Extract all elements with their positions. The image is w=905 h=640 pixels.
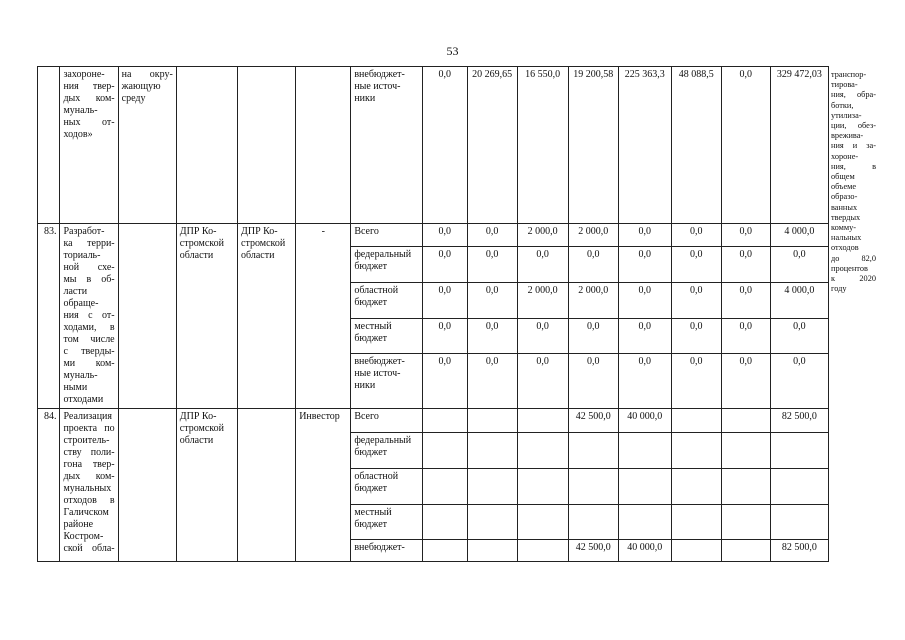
value-cell: 0,0 xyxy=(721,283,770,319)
value-cell: 40 000,0 xyxy=(618,409,671,433)
value-cell xyxy=(422,469,467,505)
value-cell: 0,0 xyxy=(721,247,770,283)
funding-source-cell-line: бюджет xyxy=(354,483,388,494)
value-cell: 0,0 xyxy=(671,283,721,319)
customer-cell-line: ДПР Ко- xyxy=(241,226,278,237)
funding-source-cell xyxy=(351,319,422,354)
funding-source-cell-line: бюджет xyxy=(354,261,388,272)
executor-cell-line: среду xyxy=(121,93,146,104)
side-note-line: общем xyxy=(831,172,855,182)
funding-source-cell-line: местный xyxy=(354,507,392,518)
value-cell xyxy=(618,469,671,505)
value-cell xyxy=(422,409,467,433)
measure-name-cell-line: Реализация xyxy=(63,411,113,422)
side-note-line: к 2020 xyxy=(831,274,876,284)
funding-source-cell-line: областной xyxy=(354,285,399,296)
value-cell: 0,0 xyxy=(422,247,467,283)
measure-name-cell-line: том числе xyxy=(63,334,115,345)
value-cell: 0,0 xyxy=(721,354,770,409)
executor-cell-line: стромской xyxy=(179,238,225,249)
value-cell xyxy=(467,540,517,562)
funding-source-cell xyxy=(351,409,422,433)
value-cell xyxy=(671,433,721,469)
empty-cell xyxy=(176,67,237,224)
value-cell: 0,0 xyxy=(422,354,467,409)
measure-name-cell-line: проекта по xyxy=(63,423,115,434)
value-cell: 16 550,0 xyxy=(517,67,568,224)
row-number-cell xyxy=(38,67,60,224)
funding-source-cell xyxy=(351,283,422,319)
value-cell: 0,0 xyxy=(422,67,467,224)
executor-cell-line: ДПР Ко- xyxy=(179,226,217,237)
funding-source-cell-line: областной xyxy=(354,471,399,482)
funding-source-cell-line: бюджет xyxy=(354,447,388,458)
value-cell: 0,0 xyxy=(618,283,671,319)
funding-source-cell xyxy=(351,505,422,540)
value-cell: 0,0 xyxy=(467,283,517,319)
funding-source-cell-line: внебюджет- xyxy=(354,542,405,553)
measure-name-cell-line: дых ком- xyxy=(63,471,115,482)
funding-source-cell-line: ники xyxy=(354,93,376,104)
measure-name-cell-line: ториаль- xyxy=(63,250,101,261)
measure-name-cell-line: мунальных xyxy=(63,483,112,494)
side-note-line: до 82,0 xyxy=(831,253,876,263)
funding-source-cell-line: внебюджет- xyxy=(354,69,405,80)
measure-name-cell-line: ми ком- xyxy=(63,358,115,369)
value-cell xyxy=(721,433,770,469)
value-cell: 0,0 xyxy=(517,319,568,354)
value-cell: 0,0 xyxy=(467,247,517,283)
measure-name-cell-line: ка терри- xyxy=(63,238,115,249)
funding-type-cell: - xyxy=(296,224,351,409)
funding-source-cell-line: ные источ- xyxy=(354,81,401,92)
value-cell xyxy=(517,469,568,505)
side-note-line: ботки, xyxy=(831,100,854,110)
measure-name-cell-line: ходами, в xyxy=(63,322,115,333)
executor-cell-line: жающую xyxy=(121,81,161,92)
side-note-line: ции, обез- xyxy=(831,121,876,131)
value-cell: 0,0 xyxy=(422,319,467,354)
funding-source-cell-line: федеральный xyxy=(354,249,412,260)
value-cell: 0,0 xyxy=(671,247,721,283)
measure-name-cell-line: ской обла- xyxy=(63,543,115,554)
measure-name-cell-line: захороне- xyxy=(63,69,105,80)
measure-name-cell-line: ной схе- xyxy=(63,262,115,273)
measure-name-cell-line: ласти xyxy=(63,286,88,297)
value-cell xyxy=(467,409,517,433)
empty-cell xyxy=(296,67,351,224)
table-row xyxy=(38,409,829,433)
value-cell xyxy=(618,505,671,540)
funding-source-cell xyxy=(351,540,422,562)
measure-name-cell-line: Галичском xyxy=(63,507,109,518)
side-note-line: образо- xyxy=(831,192,858,202)
measure-name-cell-line: мы в об- xyxy=(63,274,115,285)
value-cell: 0,0 xyxy=(618,224,671,247)
executor-cell-line: области xyxy=(179,250,214,261)
value-cell: 0,0 xyxy=(467,319,517,354)
value-cell xyxy=(721,540,770,562)
empty-cell xyxy=(238,409,296,562)
executor-cell-line: на окру- xyxy=(121,69,173,80)
funding-source-cell-line: местный xyxy=(354,321,392,332)
value-cell: 0,0 xyxy=(517,354,568,409)
value-cell xyxy=(517,540,568,562)
funding-source-cell-line: бюджет xyxy=(354,519,388,530)
page-number: 53 xyxy=(446,44,459,58)
value-cell xyxy=(467,505,517,540)
measure-name-cell-line: ния твер- xyxy=(63,81,115,92)
table-body xyxy=(38,67,829,562)
measure-name-cell-line: ных от- xyxy=(63,117,115,128)
measure-name-cell xyxy=(60,409,118,562)
funding-source-cell xyxy=(351,67,422,224)
value-cell: 0,0 xyxy=(770,354,828,409)
side-note-line: отходов xyxy=(831,243,859,253)
value-cell: 0,0 xyxy=(618,247,671,283)
value-cell: 0,0 xyxy=(770,319,828,354)
value-cell xyxy=(517,433,568,469)
funding-source-cell-line: Всего xyxy=(354,411,379,422)
value-cell: 42 500,0 xyxy=(568,540,618,562)
value-cell: 42 500,0 xyxy=(568,409,618,433)
value-cell xyxy=(568,505,618,540)
side-note-line: ния, обра- xyxy=(831,90,876,100)
measure-name-cell-line: отходов в xyxy=(63,495,115,506)
measure-name-cell-line: ходов» xyxy=(63,129,93,140)
measure-name-cell-line: Разработ- xyxy=(63,226,105,237)
value-cell: 0,0 xyxy=(721,319,770,354)
value-cell: 40 000,0 xyxy=(618,540,671,562)
value-cell: 0,0 xyxy=(467,224,517,247)
value-cell xyxy=(517,505,568,540)
customer-cell-line: стромской xyxy=(241,238,286,249)
value-cell: 0,0 xyxy=(618,354,671,409)
measure-name-cell-line: отходами xyxy=(63,394,104,405)
value-cell: 0,0 xyxy=(671,319,721,354)
program-table xyxy=(37,66,829,562)
value-cell xyxy=(467,433,517,469)
value-cell xyxy=(568,469,618,505)
customer-cell xyxy=(238,224,296,409)
empty-cell xyxy=(118,409,176,562)
funding-source-cell xyxy=(351,354,422,409)
value-cell: 0,0 xyxy=(422,224,467,247)
value-cell xyxy=(618,433,671,469)
value-cell: 0,0 xyxy=(721,67,770,224)
executor-cell-line: ДПР Ко- xyxy=(179,411,217,422)
funding-source-cell-line: ники xyxy=(354,380,376,391)
value-cell xyxy=(770,433,828,469)
measure-name-cell-line: с тверды- xyxy=(63,346,115,357)
value-cell: 2 000,0 xyxy=(568,283,618,319)
value-cell: 0,0 xyxy=(517,247,568,283)
side-note-line: нальных xyxy=(831,233,862,243)
measure-name-cell-line: районе xyxy=(63,519,94,530)
value-cell xyxy=(422,505,467,540)
side-note xyxy=(831,70,876,294)
side-note-line: ния и за- xyxy=(831,141,876,151)
side-note-line: врежива- xyxy=(831,131,864,141)
value-cell: 82 500,0 xyxy=(770,540,828,562)
side-note-line: хороне- xyxy=(831,151,859,161)
value-cell: 225 363,3 xyxy=(618,67,671,224)
executor-cell-line: области xyxy=(179,435,214,446)
value-cell xyxy=(770,469,828,505)
value-cell xyxy=(671,409,721,433)
value-cell xyxy=(770,505,828,540)
value-cell: 0,0 xyxy=(671,354,721,409)
value-cell: 2 000,0 xyxy=(517,283,568,319)
funding-source-cell-line: внебюджет- xyxy=(354,356,405,367)
value-cell: 0,0 xyxy=(618,319,671,354)
row-number-cell: 84. xyxy=(38,409,60,562)
measure-name-cell-line: ния с от- xyxy=(63,310,115,321)
funding-source-cell-line: федеральный xyxy=(354,435,412,446)
side-note-line: ния, в xyxy=(831,161,876,171)
side-note-line: ванных xyxy=(831,202,858,212)
value-cell xyxy=(721,469,770,505)
measure-name-cell-line: Костром- xyxy=(63,531,104,542)
value-cell xyxy=(671,540,721,562)
value-cell: 2 000,0 xyxy=(517,224,568,247)
empty-cell xyxy=(238,67,296,224)
funding-source-cell-line: бюджет xyxy=(354,333,388,344)
funding-source-cell xyxy=(351,224,422,247)
side-note-line: комму- xyxy=(831,223,857,233)
measure-name-cell-line: ными xyxy=(63,382,88,393)
side-note-line: объеме xyxy=(831,182,857,192)
executor-cell xyxy=(176,409,237,562)
value-cell: 0,0 xyxy=(721,224,770,247)
table-row xyxy=(38,67,829,224)
executor-cell xyxy=(118,67,176,224)
value-cell xyxy=(422,433,467,469)
value-cell xyxy=(467,469,517,505)
funding-source-cell xyxy=(351,433,422,469)
value-cell: 2 000,0 xyxy=(568,224,618,247)
value-cell: 20 269,65 xyxy=(467,67,517,224)
executor-cell xyxy=(176,224,237,409)
value-cell xyxy=(721,409,770,433)
side-note-line: тирова- xyxy=(831,80,858,90)
value-cell: 82 500,0 xyxy=(770,409,828,433)
measure-name-cell-line: дых ком- xyxy=(63,93,115,104)
funding-source-cell-line: ные источ- xyxy=(354,368,401,379)
value-cell: 0,0 xyxy=(770,247,828,283)
funding-source-cell xyxy=(351,469,422,505)
side-note-line: году xyxy=(831,284,847,294)
value-cell: 0,0 xyxy=(568,247,618,283)
measure-name-cell-line: ству поли- xyxy=(63,447,115,458)
measure-name-cell-line: гона твер- xyxy=(63,459,115,470)
value-cell xyxy=(517,409,568,433)
side-note-line: процентов xyxy=(831,263,868,273)
value-cell: 48 088,5 xyxy=(671,67,721,224)
value-cell xyxy=(721,505,770,540)
value-cell: 0,0 xyxy=(568,354,618,409)
measure-name-cell-line: муналь- xyxy=(63,105,98,116)
value-cell: 19 200,58 xyxy=(568,67,618,224)
value-cell: 329 472,03 xyxy=(770,67,828,224)
value-cell: 4 000,0 xyxy=(770,224,828,247)
customer-cell-line: области xyxy=(241,250,275,261)
empty-cell xyxy=(118,224,176,409)
measure-name-cell-line: муналь- xyxy=(63,370,98,381)
executor-cell-line: стромской xyxy=(179,423,225,434)
side-note-line: транспор- xyxy=(831,70,867,79)
funding-source-cell-line: Всего xyxy=(354,226,379,237)
table-row xyxy=(38,224,829,247)
funding-type-cell: Инвестор xyxy=(296,409,351,562)
value-cell: 0,0 xyxy=(671,224,721,247)
value-cell: 0,0 xyxy=(568,319,618,354)
value-cell: 0,0 xyxy=(422,283,467,319)
value-cell xyxy=(671,505,721,540)
side-note-line: утилиза- xyxy=(831,110,862,120)
side-note-line: твердых xyxy=(831,212,861,222)
value-cell xyxy=(568,433,618,469)
value-cell xyxy=(422,540,467,562)
value-cell xyxy=(671,469,721,505)
measure-name-cell xyxy=(60,67,118,224)
value-cell: 0,0 xyxy=(467,354,517,409)
value-cell: 4 000,0 xyxy=(770,283,828,319)
measure-name-cell-line: обраще- xyxy=(63,298,99,309)
row-number-cell: 83. xyxy=(38,224,60,409)
measure-name-cell-line: строитель- xyxy=(63,435,110,446)
measure-name-cell xyxy=(60,224,118,409)
funding-source-cell xyxy=(351,247,422,283)
funding-source-cell-line: бюджет xyxy=(354,297,388,308)
